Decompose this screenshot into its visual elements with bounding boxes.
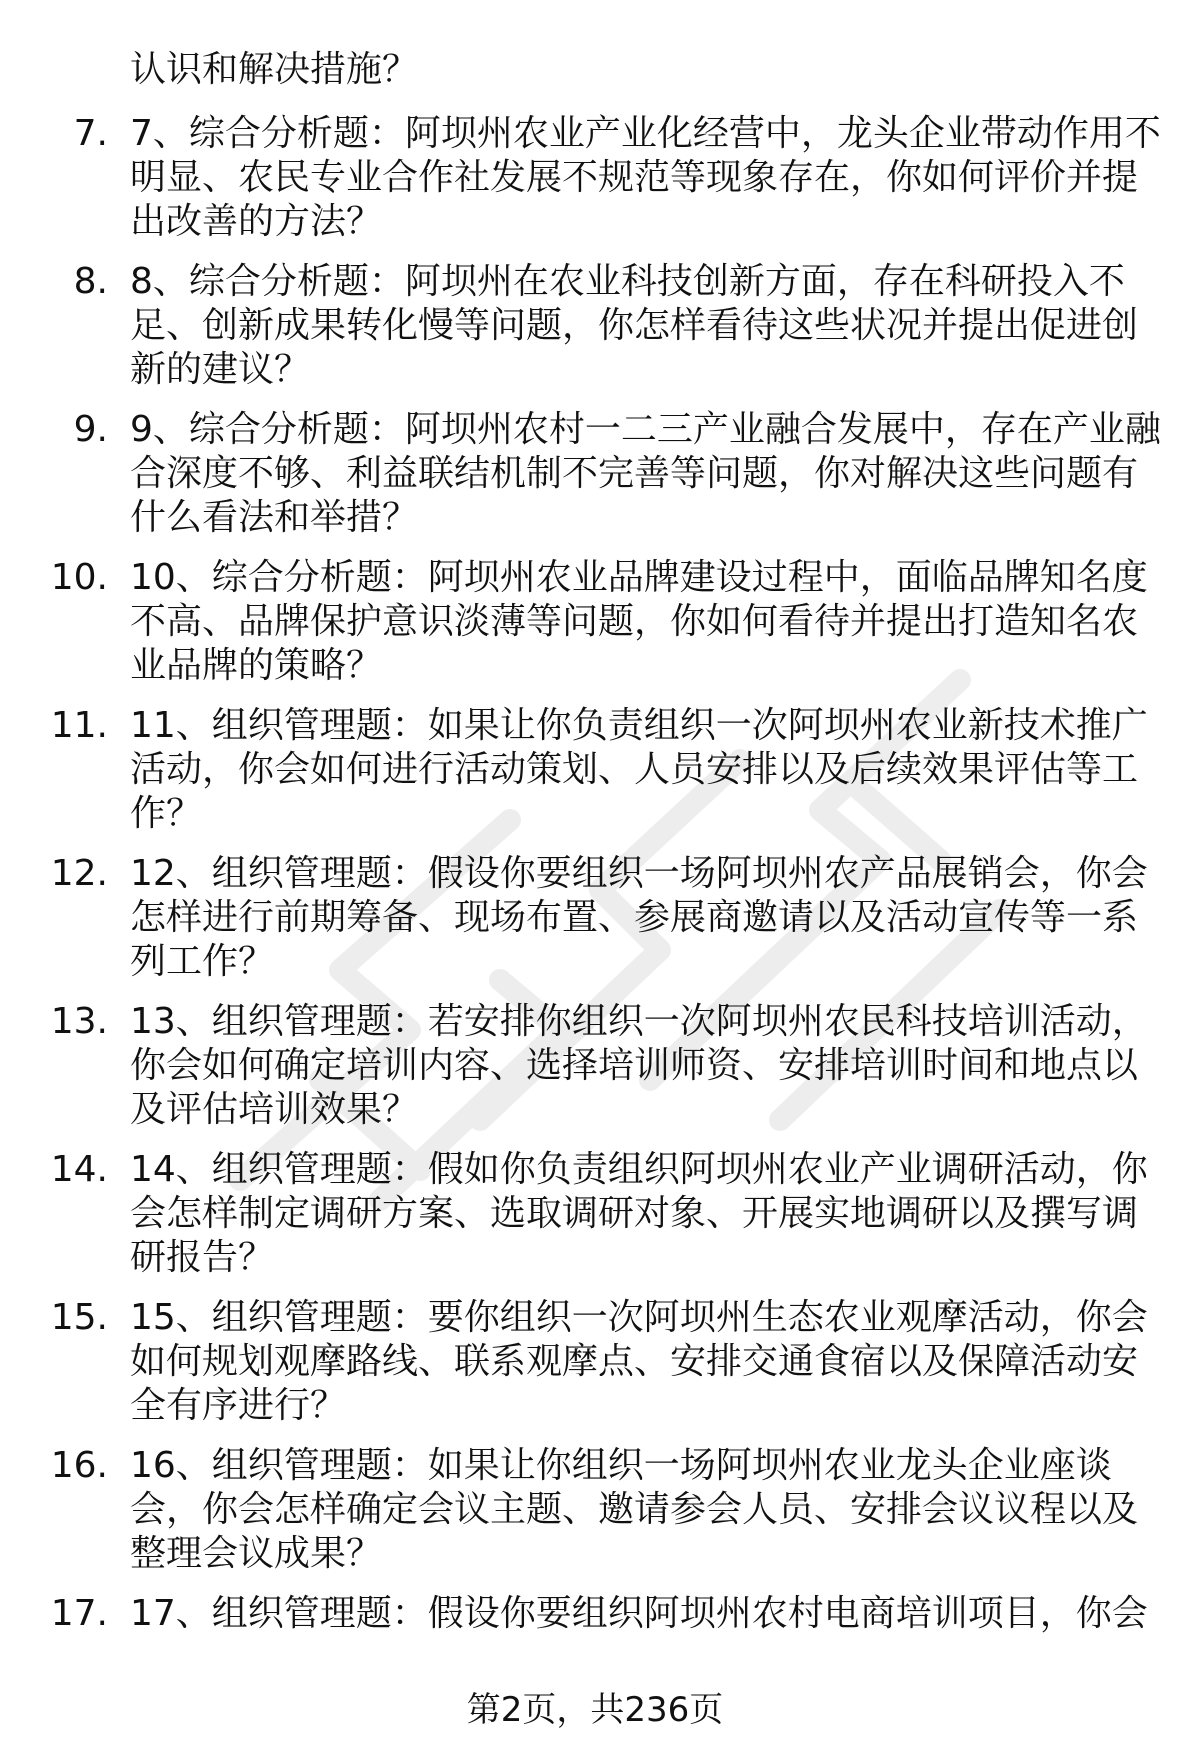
question-number: 16. <box>50 1445 108 1486</box>
question-item <box>0 408 1190 540</box>
question-number: 13. <box>50 1001 108 1042</box>
question-item <box>0 1444 1190 1576</box>
question-item <box>0 112 1190 244</box>
question-text: 11、组织管理题：如果让你负责组织一次阿坝州农业新技术推广活动，你会如何进行活动策划、人员安排以及后续效果评估等工作？ <box>130 705 1148 834</box>
question-text: 14、组织管理题：假如你负责组织阿坝州农业产业调研活动，你会怎样制定调研方案、选取调研对象、开展实地调研以及撰写调研报告？ <box>130 1149 1148 1278</box>
question-number: 12. <box>50 853 108 894</box>
question-text: 8、综合分析题：阿坝州在农业科技创新方面，存在科研投入不足、创新成果转化慢等问题，你怎样看待这些状况并提出促进创新的建议？ <box>130 261 1139 390</box>
question-number: 7. <box>73 113 108 154</box>
question-number: 8. <box>73 261 108 302</box>
question-item <box>0 1296 1190 1428</box>
question-item <box>0 556 1190 688</box>
question-item <box>0 1000 1190 1132</box>
question-number: 14. <box>50 1149 108 1190</box>
question-text: 15、组织管理题：要你组织一次阿坝州生态农业观摩活动，你会如何规划观摩路线、联系观摩点、安排交通食宿以及保障活动安全有序进行？ <box>130 1297 1148 1426</box>
question-list <box>0 112 1190 1652</box>
page-footer <box>0 1688 1190 1732</box>
question-text: 7、综合分析题：阿坝州农业产业化经营中，龙头企业带动作用不明显、农民专业合作社发展不规范等现象存在，你如何评价并提出改善的方法？ <box>130 113 1161 242</box>
question-number: 10. <box>50 557 108 598</box>
question-number: 15. <box>50 1297 108 1338</box>
question-text: 16、组织管理题：如果让你组织一场阿坝州农业龙头企业座谈会，你会怎样确定会议主题、邀请参会人员、安排会议议程以及整理会议成果？ <box>130 1445 1139 1574</box>
question-item <box>0 704 1190 836</box>
question-text: 13、组织管理题：若安排你组织一次阿坝州农民科技培训活动，你会如何确定培训内容、选择培训师资、安排培训时间和地点以及评估培训效果？ <box>130 1001 1148 1130</box>
question-item <box>0 1592 1190 1636</box>
question-text: 9、综合分析题：阿坝州农村一二三产业融合发展中，存在产业融合深度不够、利益联结机制不完善等问题，你对解决这些问题有什么看法和举措？ <box>130 409 1161 538</box>
question-number: 17. <box>50 1593 108 1634</box>
question-item <box>0 852 1190 984</box>
question-item <box>0 260 1190 392</box>
question-number: 9. <box>73 409 108 450</box>
question-text: 17、组织管理题：假设你要组织阿坝州农村电商培训项目，你会 <box>130 1593 1148 1634</box>
question-number: 11. <box>50 705 108 746</box>
question-text: 12、组织管理题：假设你要组织一场阿坝州农产品展销会，你会怎样进行前期筹备、现场布置、参展商邀请以及活动宣传等一系列工作？ <box>130 853 1148 982</box>
continuation-text: 认识和解决措施？ <box>130 49 419 90</box>
page-number-label: 第2页，共236页 <box>466 1690 724 1730</box>
question-item <box>0 1148 1190 1280</box>
question-text: 10、综合分析题：阿坝州农业品牌建设过程中，面临品牌知名度不高、品牌保护意识淡薄等问题，你如何看待并提出打造知名农业品牌的策略？ <box>130 557 1148 686</box>
